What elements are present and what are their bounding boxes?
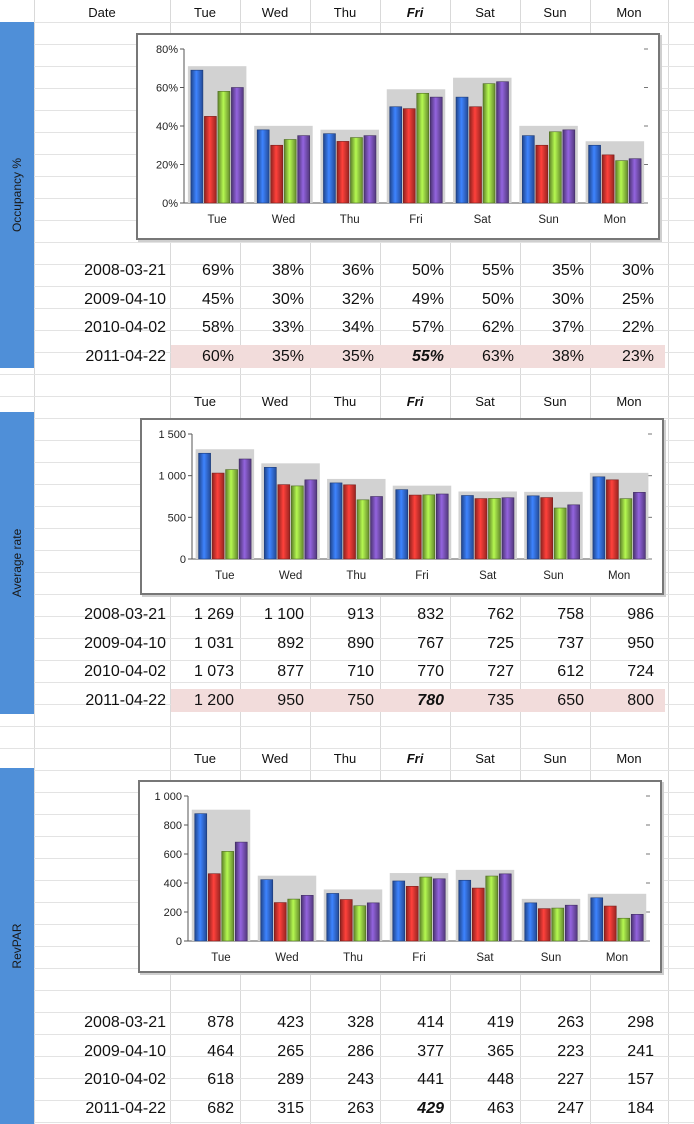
bar xyxy=(261,880,273,941)
bar xyxy=(629,159,641,203)
bar xyxy=(620,499,632,559)
table-cell: 55% xyxy=(411,347,444,365)
bar xyxy=(199,453,211,559)
bar xyxy=(470,107,482,203)
table-cell: 30% xyxy=(271,290,304,308)
bar xyxy=(618,918,630,941)
section-label-occupancy xyxy=(0,22,34,368)
bar xyxy=(461,496,473,560)
y-tick-label: 60% xyxy=(155,82,178,95)
table-cell: 157 xyxy=(627,1071,654,1088)
bar xyxy=(563,130,575,203)
table-cell: 241 xyxy=(627,1042,654,1060)
x-tick-label: Sat xyxy=(479,570,497,582)
table-cell: 62% xyxy=(481,319,514,336)
x-tick-label: Sun xyxy=(540,952,562,964)
table-cell: 832 xyxy=(417,606,444,623)
bar xyxy=(350,138,362,203)
table-cell: 243 xyxy=(347,1071,374,1088)
table-cell: 735 xyxy=(487,691,514,709)
bar xyxy=(367,903,379,941)
bar xyxy=(538,909,550,941)
day-header-mon: Mon xyxy=(616,394,642,409)
bar xyxy=(396,490,408,559)
section-label-text: RevPAR xyxy=(10,923,24,969)
day-header-tue: Tue xyxy=(194,394,216,409)
y-tick-label: 1 000 xyxy=(154,791,182,803)
table-cell: 184 xyxy=(627,1099,654,1117)
bar xyxy=(606,480,618,559)
bar xyxy=(497,82,509,203)
x-tick-label: Fri xyxy=(415,570,429,582)
section-label-average-rate xyxy=(0,412,34,714)
table-cell: 758 xyxy=(557,606,584,623)
bar xyxy=(483,84,495,203)
row-date: 2008-03-21 xyxy=(84,606,166,623)
y-tick-label: 1 500 xyxy=(158,429,186,441)
table-cell: 38% xyxy=(271,262,304,279)
day-header-sun: Sun xyxy=(543,5,567,20)
day-header-thu: Thu xyxy=(333,751,357,766)
day-header-sat: Sat xyxy=(475,5,495,20)
bar xyxy=(403,109,415,203)
row-date: 2009-04-10 xyxy=(84,290,166,308)
bar xyxy=(239,459,251,559)
table-cell: 365 xyxy=(487,1042,514,1060)
table-cell: 441 xyxy=(417,1071,444,1088)
table-cell: 35% xyxy=(551,262,584,279)
table-cell: 724 xyxy=(627,663,654,680)
occupancy-chart xyxy=(136,33,660,240)
day-header-wed: Wed xyxy=(261,751,289,766)
bar xyxy=(565,905,577,941)
section-label-text: Average rate xyxy=(10,528,24,598)
table-cell: 298 xyxy=(627,1014,654,1031)
table-cell: 22% xyxy=(621,319,654,336)
table-cell: 35% xyxy=(271,347,304,365)
bar xyxy=(436,494,448,559)
table-cell: 32% xyxy=(341,290,374,308)
table-cell: 227 xyxy=(557,1071,584,1088)
y-tick-label: 200 xyxy=(163,907,182,919)
day-header-thu: Thu xyxy=(333,394,357,409)
day-header-fri: Fri xyxy=(406,751,424,766)
table-cell: 45% xyxy=(201,290,234,308)
day-header-fri: Fri xyxy=(406,5,424,20)
bar xyxy=(204,116,216,203)
y-tick-label: 0 xyxy=(179,554,186,566)
revpar-chart xyxy=(138,780,662,973)
bar xyxy=(604,906,616,941)
table-cell: 1 200 xyxy=(193,691,234,709)
row-date: 2009-04-10 xyxy=(84,634,166,652)
table-cell: 770 xyxy=(417,663,444,680)
table-cell: 650 xyxy=(557,691,584,709)
table-cell: 878 xyxy=(207,1014,234,1031)
bar xyxy=(591,898,603,941)
bar xyxy=(222,851,234,941)
table-cell: 1 031 xyxy=(193,634,234,652)
x-tick-label: Tue xyxy=(215,570,235,582)
bar xyxy=(488,498,500,559)
bar xyxy=(423,495,435,559)
bar xyxy=(430,97,442,203)
table-cell: 69% xyxy=(201,262,234,279)
row-date: 2008-03-21 xyxy=(84,262,166,279)
table-cell: 682 xyxy=(207,1099,234,1117)
bar xyxy=(525,903,537,941)
x-tick-label: Thu xyxy=(343,952,363,964)
bar xyxy=(340,900,352,941)
bar xyxy=(589,145,601,203)
row-date: 2008-03-21 xyxy=(84,1014,166,1031)
section-label-revpar xyxy=(0,768,34,1124)
table-cell: 36% xyxy=(341,262,374,279)
row-date: 2010-04-02 xyxy=(84,1071,166,1088)
table-cell: 913 xyxy=(347,606,374,623)
table-cell: 328 xyxy=(347,1014,374,1031)
table-cell: 50% xyxy=(411,262,444,279)
bar xyxy=(323,134,335,203)
bar xyxy=(278,485,290,559)
date-column-header: Date xyxy=(88,5,116,20)
bar xyxy=(536,145,548,203)
x-tick-label: Wed xyxy=(275,952,299,964)
day-header-sun: Sun xyxy=(543,751,567,766)
bar xyxy=(284,139,296,203)
average-rate-chart xyxy=(140,418,664,595)
table-cell: 618 xyxy=(207,1071,234,1088)
x-tick-label: Mon xyxy=(605,952,629,964)
table-cell: 464 xyxy=(207,1042,234,1060)
bar xyxy=(527,496,539,559)
day-header-mon: Mon xyxy=(616,5,642,20)
x-tick-label: Wed xyxy=(278,570,303,582)
bar xyxy=(364,136,376,203)
bar xyxy=(456,97,468,203)
bar xyxy=(486,876,498,941)
table-cell: 762 xyxy=(487,606,514,623)
row-date: 2011-04-22 xyxy=(85,691,166,709)
table-cell: 800 xyxy=(627,691,654,709)
bar xyxy=(522,136,534,203)
table-cell: 1 073 xyxy=(193,663,234,680)
section-label-text: Occupancy % xyxy=(10,157,24,233)
bar xyxy=(235,842,247,941)
x-tick-label: Tue xyxy=(207,214,227,226)
x-tick-label: Fri xyxy=(412,952,426,964)
table-cell: 58% xyxy=(201,319,234,336)
row-date: 2010-04-02 xyxy=(84,663,166,680)
x-tick-label: Mon xyxy=(607,570,631,582)
bar xyxy=(257,130,269,203)
day-header-sat: Sat xyxy=(475,394,495,409)
bar xyxy=(568,505,580,559)
bar xyxy=(344,485,356,559)
table-cell: 780 xyxy=(417,691,444,709)
bar xyxy=(195,814,207,941)
day-header-fri: Fri xyxy=(406,394,424,409)
x-tick-label: Sun xyxy=(538,214,559,226)
bar xyxy=(298,136,310,203)
table-cell: 55% xyxy=(481,262,514,279)
row-date: 2010-04-02 xyxy=(84,319,166,336)
x-tick-label: Sat xyxy=(476,952,494,964)
bar xyxy=(191,70,203,203)
table-cell: 37% xyxy=(551,319,584,336)
table-cell: 30% xyxy=(551,290,584,308)
table-cell: 950 xyxy=(277,691,304,709)
y-tick-label: 40% xyxy=(155,121,178,133)
table-cell: 727 xyxy=(487,663,514,680)
bar xyxy=(291,486,303,559)
bar xyxy=(631,914,643,941)
bar xyxy=(354,906,366,941)
bar xyxy=(212,473,224,559)
day-header-tue: Tue xyxy=(194,5,216,20)
bar xyxy=(549,132,561,203)
bar xyxy=(502,498,514,559)
table-cell: 986 xyxy=(627,606,654,623)
table-cell: 463 xyxy=(487,1099,514,1117)
x-tick-label: Tue xyxy=(211,952,231,964)
table-cell: 49% xyxy=(411,290,444,308)
table-cell: 35% xyxy=(341,347,374,365)
table-cell: 423 xyxy=(277,1014,304,1031)
table-cell: 50% xyxy=(481,290,514,308)
x-tick-label: Wed xyxy=(271,214,296,226)
table-cell: 25% xyxy=(621,290,654,308)
table-cell: 750 xyxy=(347,691,374,709)
table-cell: 263 xyxy=(347,1099,374,1117)
table-cell: 710 xyxy=(347,663,374,680)
x-tick-label: Mon xyxy=(603,214,627,226)
bar xyxy=(305,480,317,559)
bar xyxy=(593,477,605,559)
bar xyxy=(231,88,243,204)
bar xyxy=(475,499,487,559)
table-cell: 419 xyxy=(487,1014,514,1031)
y-tick-label: 0 xyxy=(175,936,182,948)
table-cell: 223 xyxy=(557,1042,584,1060)
table-cell: 414 xyxy=(417,1014,444,1031)
table-cell: 34% xyxy=(341,319,374,336)
bar xyxy=(552,908,564,941)
day-header-mon: Mon xyxy=(616,751,642,766)
y-tick-label: 600 xyxy=(163,849,182,861)
bar xyxy=(499,874,511,941)
table-cell: 890 xyxy=(347,634,374,652)
y-tick-label: 800 xyxy=(163,820,182,832)
table-cell: 1 100 xyxy=(263,606,304,623)
table-cell: 289 xyxy=(277,1071,304,1088)
bar xyxy=(420,877,432,941)
table-cell: 60% xyxy=(201,347,234,365)
table-cell: 57% xyxy=(411,319,444,336)
x-tick-label: Thu xyxy=(339,214,360,226)
x-tick-label: Fri xyxy=(409,214,423,226)
bar xyxy=(264,467,276,559)
table-cell: 33% xyxy=(271,319,304,336)
table-cell: 23% xyxy=(621,347,654,365)
bar xyxy=(327,893,339,941)
table-cell: 612 xyxy=(557,663,584,680)
y-tick-label: 20% xyxy=(155,159,178,172)
x-tick-label: Sat xyxy=(473,214,491,226)
bar xyxy=(218,91,230,203)
y-tick-label: 0% xyxy=(162,198,178,210)
day-header-thu: Thu xyxy=(333,5,357,20)
bar xyxy=(393,881,405,941)
table-cell: 263 xyxy=(557,1014,584,1031)
table-cell: 767 xyxy=(417,634,444,652)
bar xyxy=(226,470,238,559)
bar xyxy=(337,141,349,203)
row-date: 2011-04-22 xyxy=(85,347,166,365)
table-cell: 1 269 xyxy=(193,606,234,623)
table-cell: 950 xyxy=(627,634,654,652)
bar xyxy=(390,107,402,203)
bar xyxy=(301,895,313,941)
bar xyxy=(288,899,300,941)
bar xyxy=(271,145,283,203)
table-cell: 725 xyxy=(487,634,514,652)
bar xyxy=(330,483,342,559)
table-cell: 247 xyxy=(557,1099,584,1117)
day-header-wed: Wed xyxy=(261,394,289,409)
table-cell: 38% xyxy=(551,347,584,365)
day-header-sun: Sun xyxy=(543,394,567,409)
x-tick-label: Thu xyxy=(346,570,367,582)
day-header-sat: Sat xyxy=(475,751,495,766)
y-tick-label: 80% xyxy=(155,44,178,56)
bar xyxy=(602,155,614,203)
table-cell: 377 xyxy=(417,1042,444,1060)
day-header-tue: Tue xyxy=(194,751,216,766)
bar xyxy=(417,93,429,203)
bar xyxy=(409,495,421,559)
bar xyxy=(472,888,484,941)
bar xyxy=(633,492,645,559)
y-tick-label: 400 xyxy=(163,878,182,890)
bar xyxy=(208,874,220,941)
table-cell: 448 xyxy=(487,1071,514,1088)
table-cell: 877 xyxy=(277,663,304,680)
table-cell: 892 xyxy=(277,634,304,652)
bar xyxy=(541,498,553,559)
y-tick-label: 500 xyxy=(167,512,186,525)
y-tick-label: 1 000 xyxy=(158,470,186,483)
bar xyxy=(433,879,445,941)
table-cell: 63% xyxy=(481,347,514,365)
bar xyxy=(406,886,418,941)
row-date: 2011-04-22 xyxy=(85,1099,166,1117)
bar xyxy=(616,161,628,203)
table-cell: 429 xyxy=(417,1099,444,1117)
bar xyxy=(554,508,566,559)
table-cell: 737 xyxy=(557,634,584,652)
day-header-wed: Wed xyxy=(261,5,289,20)
table-cell: 286 xyxy=(347,1042,374,1060)
row-date: 2009-04-10 xyxy=(84,1042,166,1060)
bar xyxy=(459,880,471,941)
x-tick-label: Sun xyxy=(543,570,564,582)
bar xyxy=(274,903,286,941)
table-cell: 30% xyxy=(621,262,654,279)
table-cell: 315 xyxy=(277,1099,304,1117)
table-cell: 265 xyxy=(277,1042,304,1060)
bar xyxy=(371,497,383,560)
bar xyxy=(357,500,369,559)
